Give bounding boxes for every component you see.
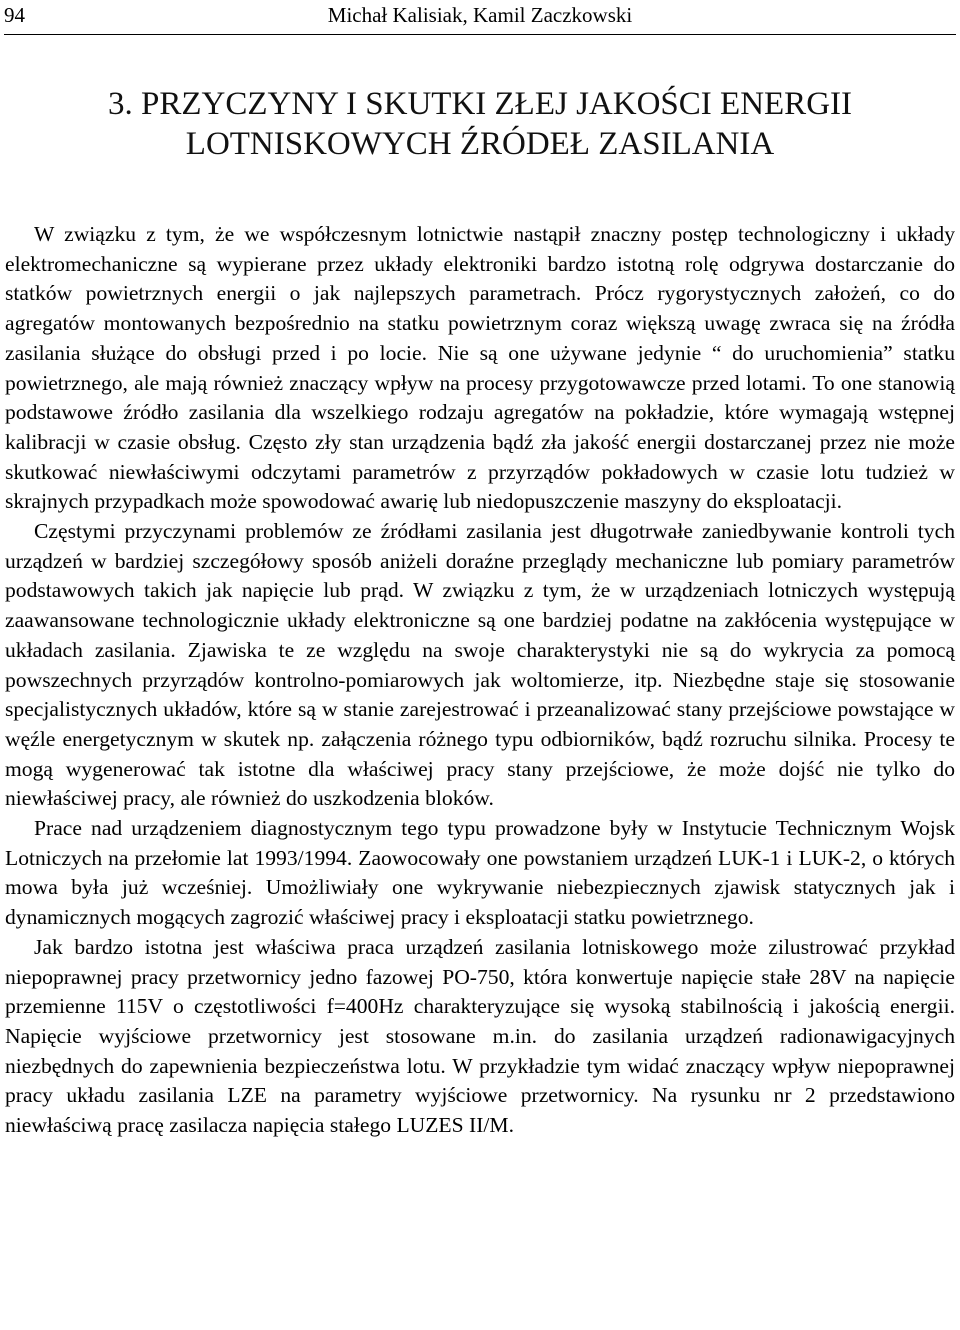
running-header	[0, 0, 960, 30]
paragraph: Prace nad urządzeniem diagnostycznym tego typu prowadzone były w Instytucie Technicznym Wojsk Lotniczych na przełomie lat 1993/1994. Zaowocowały one powstaniem urządzeń LUK-1 i LUK-2, o których mowa była już wcześniej. Umożliwiały one wykrywanie niebezpiecznych zjawisk statycznych jak i dynamicznych mogących zagrozić właściwej pracy i eksploatacji statku powietrznego.	[5, 816, 955, 930]
paragraph: W związku z tym, że we współczesnym lotnictwie nastąpił znaczny postęp technologiczny i układy elektromechaniczne są wypierane przez układy elektroniki bardzo istotną rolę odgrywa dostarczanie do statków powietrznych energii o jak najlepszych parametrach. Prócz rygorystycznych założeń, co do agregatów montowanych bezpośrednio na statku powietrznym coraz większą uwagę zwraca się na źródła zasilania służące do obsługi przed i po locie. Nie są one używane jedynie “ do uruchomienia” statku powietrznego, ale mają również znaczący wpływ na procesy przygotowawcze przed lotami. To one stanowią podstawowe źródło zasilania dla wszelkiego rodzaju agregatów na pokładzie, które wymagają wstępnej kalibracji w czasie obsług. Często zły stan urządzenia bądź zła jakość energii dostarczanej przez nie może skutkować niewłaściwymi odczytami parametrów z przyrządów pokładowych w czasie lotu tudzież w skrajnych przypadkach może spowodować awarię lub niedopuszczenie maszyny do eksploatacji.	[5, 222, 955, 514]
section-title-line-1: 3. PRZYCZYNY I SKUTKI ZŁEJ JAKOŚCI ENERGII	[108, 86, 852, 122]
header-authors: Michał Kalisiak, Kamil Zaczkowski	[327, 3, 633, 27]
paragraph: Jak bardzo istotna jest właściwa praca urządzeń zasilania lotniskowego może zilustrować przykład niepoprawnej pracy przetwornicy jedno fazowej PO-750, która konwertuje napięcie stałe 28V na napięcie przemienne 115V o częstotliwości f=400Hz charakteryzujące się wysoką stabilnością i jakością energii. Napięcie wyjściowe przetwornicy jest stosowane m.in. do zasilania urządzeń radionawigacyjnych niezbędnych do zapewnienia bezpieczeństwa lotu. W przykładzie tym widać znaczący wpływ niepoprawnej pracy układu zasilania LZE na parametry wyjściowe przetwornicy. Na rysunku nr 2 przedstawiono niewłaściwą pracę zasilacza napięcia stałego LUZES II/M.	[5, 934, 955, 1138]
header-rule	[4, 34, 956, 35]
section-title-line-2: LOTNISKOWYCH ŹRÓDEŁ ZASILANIA	[185, 126, 775, 162]
paragraph: Częstymi przyczynami problemów ze źródłami zasilania jest długotrwałe zaniedbywanie kontroli tych urządzeń w bardziej szczegółowy sposób aniżeli doraźne przeglądy mechaniczne lub pomiary parametrów podstawowych takich jak napięcie lub prąd. W związku z tym, że w urządzeniach lotniczych występują zaawansowane technologicznie układy elektroniczne są one bardziej podatne na zakłócenia występujące w układach zasilania. Zjawiska te ze względu na swoje charakterystyki nie są do wykrycia za pomocą powszechnych przyrządów kontrolno-pomiarowych jak woltomierze, itp. Niezbędne staje się stosowanie specjalistycznych układów, które są w stanie zarejestrować i przeanalizować stany przejściowe powstające w węźle energetycznym w skutek np. załączenia różnego typu odbiorników, bądź rozruchu silnika. Procesy te mogą wygenerować tak istotne dla właściwej pracy stany przejściowe, że może dojść nie tylko do niewłaściwej pracy, ale również do uszkodzenia bloków.	[5, 519, 955, 811]
body-text	[5, 220, 955, 1141]
section-title	[0, 84, 960, 164]
page-number: 94	[4, 3, 25, 27]
